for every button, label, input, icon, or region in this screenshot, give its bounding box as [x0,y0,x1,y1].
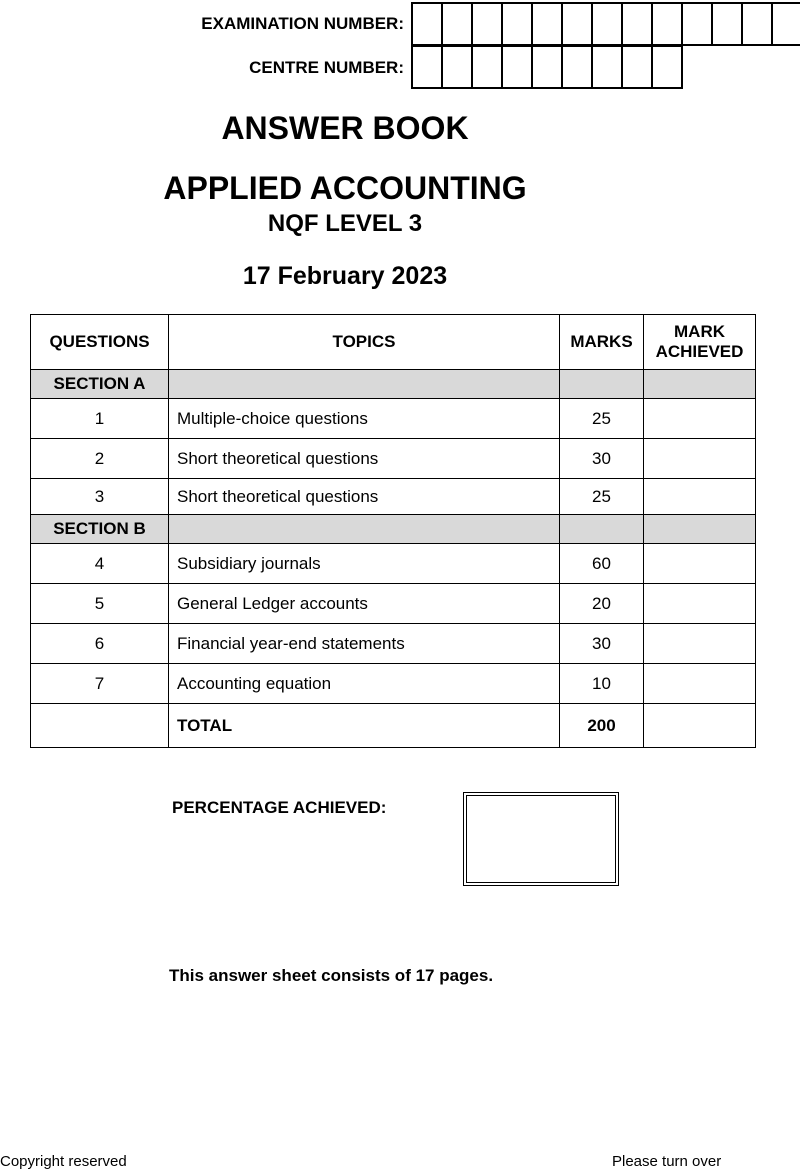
examination-number-box[interactable] [741,2,773,46]
percentage-box[interactable] [466,795,616,883]
section-a-label: SECTION A [31,370,169,399]
table-row [31,664,756,704]
table-row [31,584,756,624]
exam-date: 17 February 2023 [242,262,448,290]
question-marks: 30 [560,439,644,479]
question-topic: Short theoretical questions [169,439,560,479]
percentage-label: PERCENTAGE ACHIEVED: [172,798,387,817]
subject-title: APPLIED ACCOUNTING [163,170,527,206]
question-marks: 60 [560,544,644,584]
question-marks: 10 [560,664,644,704]
question-number: 5 [31,584,169,624]
centre-number-boxes[interactable] [411,45,683,89]
examination-number-box[interactable] [681,2,713,46]
table-row [31,399,756,439]
header-mark-achieved-line2: ACHIEVED [655,342,744,361]
mark-achieved-cell[interactable] [644,664,756,704]
mark-achieved-cell[interactable] [644,399,756,439]
examination-number-box[interactable] [471,2,503,46]
centre-number-box[interactable] [501,45,533,89]
level-title: NQF LEVEL 3 [267,210,423,237]
examination-number-box[interactable] [441,2,473,46]
question-marks: 25 [560,399,644,439]
examination-number-box[interactable] [531,2,563,46]
question-topic: Financial year-end statements [169,624,560,664]
examination-number-box[interactable] [411,2,443,46]
centre-number-box[interactable] [651,45,683,89]
mark-achieved-cell[interactable] [644,624,756,664]
centre-number-label: CENTRE NUMBER: [249,58,404,77]
total-label: TOTAL [169,704,560,748]
page-title: ANSWER BOOK [221,110,469,146]
footer-turn-over: Please turn over [612,1153,722,1170]
question-number: 3 [31,479,169,515]
question-number: 7 [31,664,169,704]
footer-copyright: Copyright reserved [0,1153,127,1170]
mark-achieved-cell[interactable] [644,439,756,479]
total-marks: 200 [560,704,644,748]
question-number: 2 [31,439,169,479]
centre-number-box[interactable] [561,45,593,89]
question-topic: Short theoretical questions [169,479,560,515]
table-row [31,439,756,479]
header-mark-achieved-line1: MARK [674,322,725,341]
mark-achieved-cell[interactable] [644,544,756,584]
examination-number-label: EXAMINATION NUMBER: [201,14,404,33]
question-topic: Multiple-choice questions [169,399,560,439]
examination-number-box[interactable] [621,2,653,46]
header-questions: QUESTIONS [31,315,169,370]
centre-number-box[interactable] [411,45,443,89]
question-topic: General Ledger accounts [169,584,560,624]
examination-number-box[interactable] [591,2,623,46]
examination-number-boxes[interactable] [411,2,800,46]
section-a-row [31,370,756,399]
header-mark-achieved [644,315,756,370]
question-topic: Subsidiary journals [169,544,560,584]
question-number: 4 [31,544,169,584]
examination-number-box[interactable] [561,2,593,46]
examination-number-box[interactable] [711,2,743,46]
question-number: 1 [31,399,169,439]
examination-number-box[interactable] [651,2,683,46]
question-topic: Accounting equation [169,664,560,704]
table-row [31,544,756,584]
centre-number-box[interactable] [531,45,563,89]
question-marks: 25 [560,479,644,515]
total-achieved-cell[interactable] [644,704,756,748]
table-row [31,624,756,664]
mark-achieved-cell[interactable] [644,479,756,515]
centre-number-box[interactable] [621,45,653,89]
centre-number-box[interactable] [591,45,623,89]
table-header-row [31,315,756,370]
total-row [31,704,756,748]
centre-number-box[interactable] [471,45,503,89]
examination-number-box[interactable] [501,2,533,46]
mark-achieved-cell[interactable] [644,584,756,624]
table-row [31,479,756,515]
header-topics: TOPICS [169,315,560,370]
examination-number-box[interactable] [771,2,800,46]
header-marks: MARKS [560,315,644,370]
pages-note: This answer sheet consists of 17 pages. [169,966,494,985]
question-marks: 30 [560,624,644,664]
section-b-row [31,515,756,544]
question-number: 6 [31,624,169,664]
question-marks: 20 [560,584,644,624]
section-b-label: SECTION B [31,515,169,544]
centre-number-box[interactable] [441,45,473,89]
marks-table [30,314,756,748]
